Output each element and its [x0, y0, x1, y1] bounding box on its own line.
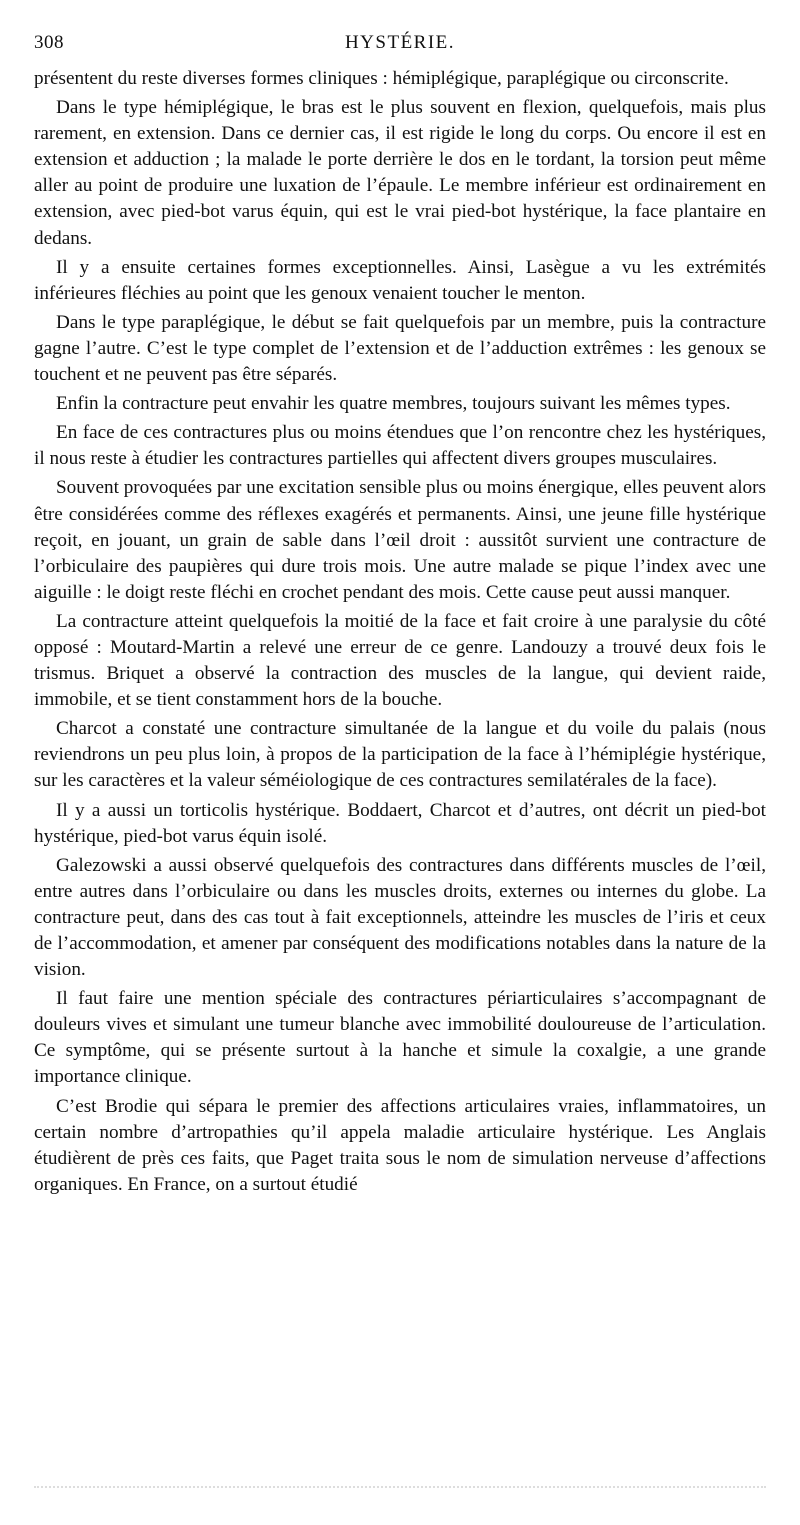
paragraph: Enfin la contracture peut envahir les quatre membres, toujours suivant les mêmes types. — [56, 393, 731, 415]
paragraph: Charcot a constaté une contracture simultanée de la langue et du voile du palais (nous reviendrons un peu plus loin, à propos de la participation de la face à l’hémiplégie hystérique, sur les caractères et la valeur séméiologique de ces contractures semilatérales de la face). — [34, 718, 766, 792]
bleed-through-trace — [34, 1486, 766, 1494]
paragraph: Dans le type paraplégique, le début se fait quelquefois par un membre, puis la contracture gagne l’autre. C’est le type complet de l’extension et de l’adduction extrêmes : les genoux se touchent et ne peuvent pas être séparés. — [34, 311, 766, 386]
paragraph: La contracture atteint quelquefois la moitié de la face et fait croire à une paralysie du côté opposé : Moutard-Martin a relevé une erreur de ce genre. Landouzy a trouvé deux fois le trismus. Briquet a observé la contraction des muscles de la langue, qui devient raide, immobile, et se tient constamment hors de la bouche. — [34, 610, 766, 711]
paragraph: En face de ces contractures plus ou moins étendues que l’on rencontre chez les hystériques, il nous reste à étudier les contractures partielles qui affectent divers groupes musculaires. — [34, 422, 766, 470]
paragraph: Il y a ensuite certaines formes exceptionnelles. Ainsi, Lasègue a vu les extrémités inférieures fléchies au point que les genoux venaient toucher le menton. — [34, 256, 766, 304]
running-head — [34, 32, 766, 60]
paragraph: Souvent provoquées par une excitation sensible plus ou moins énergique, elles peuvent alors être considérées comme des réflexes exagérés et permanents. Ainsi, une jeune fille hystérique reçoit, en jouant, un grain de sable dans l’œil droit : aussitôt survient une contracture de l’orbiculaire des paupières qui dure trois mois. Une autre malade se pique l’index avec une aiguille : le doigt reste fléchi en crochet pendant des mois. Cette cause peut aussi manquer. — [34, 477, 766, 603]
body-text — [34, 66, 766, 1201]
paragraph: Il y a aussi un torticolis hystérique. Boddaert, Charcot et d’autres, ont décrit un pied-bot hystérique, pied-bot varus équin isolé. — [34, 799, 766, 847]
paragraph: Galezowski a aussi observé quelquefois des contractures dans différents muscles de l’œil, entre autres dans l’orbiculaire ou dans les muscles droits, externes ou internes du globe. La contracture peut, dans des cas tout à fait exceptionnels, atteindre les muscles de l’iris et ceux de l’accommodation, et amener par conséquent des modifications notables dans la nature de la vision. — [34, 854, 766, 981]
paragraph-continued: présentent du reste diverses formes cliniques : hémiplégique, paraplégique ou circonscrite. — [34, 68, 729, 89]
paragraph: C’est Brodie qui sépara le premier des affections articulaires vraies, inflammatoires, un certain nombre d’artropathies qu’il appela maladie articulaire hystérique. Les Anglais étudièrent de près ces faits, que Paget traita sous le nom de simulation nerveuse d’affections organiques. En France, on a surtout étudié — [34, 1095, 766, 1195]
page-number: 308 — [34, 32, 64, 53]
running-title: HYSTÉRIE. — [344, 32, 456, 53]
paragraph: Dans le type hémiplégique, le bras est le plus souvent en flexion, quelquefois, mais plus rarement, en extension. Dans ce dernier cas, il est rigide le long du corps. Ou encore il est en extension et adduction ; la malade le porte derrière le dos en le tordant, la torsion peut même aller au point de produire une luxation de l’épaule. Le membre inférieur est ordinairement en extension, avec pied-bot varus équin, qui est le vrai pied-bot hystérique, la face plantaire en dedans. — [34, 97, 766, 249]
paragraph: Il faut faire une mention spéciale des contractures périarticulaires s’accompagnant de douleurs vives et simulant une tumeur blanche avec immobilité douloureuse de l’articulation. Ce symptôme, qui se présente surtout à la hanche et simule la coxalgie, a une grande importance clinique. — [34, 988, 766, 1088]
